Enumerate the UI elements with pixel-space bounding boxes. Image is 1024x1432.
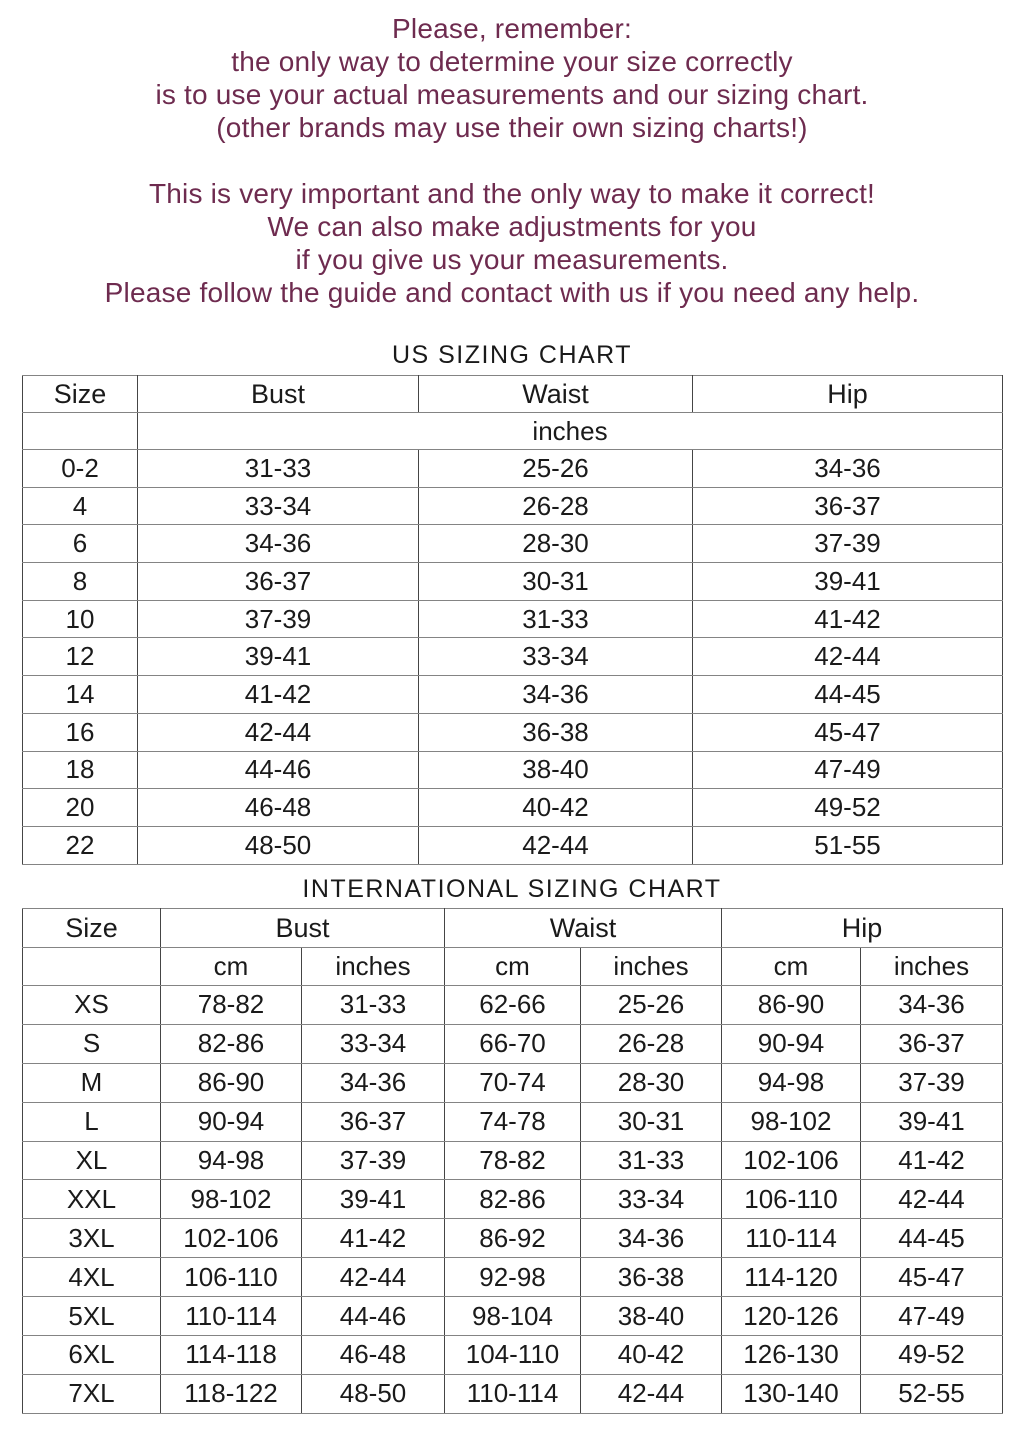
intro-line: is to use your actual measurements and our sizing chart. [155,79,869,110]
measurement-cell: 118-122 [161,1374,302,1413]
measurement-cell: 37-39 [693,525,1003,563]
table-row [23,986,1003,1025]
unit-label-bust-cm: cm [161,948,302,986]
measurement-cell: 31-33 [302,986,445,1025]
measurement-cell: 34-36 [138,525,419,563]
table-row [23,676,1003,714]
size-cell: L [23,1102,161,1141]
size-cell: 8 [23,563,138,601]
measurement-cell: 110-114 [445,1374,581,1413]
measurement-cell: 102-106 [161,1219,302,1258]
measurement-cell: 110-114 [722,1219,861,1258]
measurement-cell: 42-44 [419,826,693,864]
measurement-cell: 31-33 [138,450,419,488]
measurement-cell: 46-48 [138,789,419,827]
column-header-size: Size [23,909,161,948]
measurement-cell: 47-49 [693,751,1003,789]
measurement-cell: 74-78 [445,1102,581,1141]
unit-label-waist-inches: inches [581,948,722,986]
measurement-cell: 41-42 [138,676,419,714]
intro-line: (other brands may use their own sizing charts!) [216,112,808,143]
measurement-cell: 78-82 [445,1141,581,1180]
measurement-cell: 98-102 [161,1180,302,1219]
measurement-cell: 33-34 [581,1180,722,1219]
table-row [23,1180,1003,1219]
measurement-cell: 34-36 [861,986,1003,1025]
measurement-cell: 82-86 [161,1024,302,1063]
measurement-cell: 126-130 [722,1336,861,1375]
measurement-cell: 114-118 [161,1336,302,1375]
measurement-cell: 37-39 [138,600,419,638]
measurement-cell: 98-102 [722,1102,861,1141]
measurement-cell: 36-38 [581,1258,722,1297]
size-cell: 20 [23,789,138,827]
measurement-cell: 110-114 [161,1297,302,1336]
measurement-cell: 40-42 [419,789,693,827]
empty-cell [23,948,161,986]
table-row [23,450,1003,488]
measurement-cell: 48-50 [302,1374,445,1413]
measurement-cell: 86-90 [161,1063,302,1102]
column-header-waist: Waist [419,376,693,413]
measurement-cell: 90-94 [161,1102,302,1141]
intro-line: if you give us your measurements. [295,244,729,275]
measurement-cell: 42-44 [302,1258,445,1297]
measurement-cell: 49-52 [861,1336,1003,1375]
column-header-bust: Bust [161,909,445,948]
intl-chart-title: INTERNATIONAL SIZING CHART [302,875,722,903]
table-row [23,751,1003,789]
table-row [23,789,1003,827]
table-row [23,638,1003,676]
measurement-cell: 37-39 [861,1063,1003,1102]
measurement-cell: 42-44 [581,1374,722,1413]
size-cell: XS [23,986,161,1025]
measurement-cell: 41-42 [302,1219,445,1258]
unit-label: inches [138,413,1003,450]
measurement-cell: 49-52 [693,789,1003,827]
unit-label-hip-cm: cm [722,948,861,986]
measurement-cell: 44-46 [138,751,419,789]
measurement-cell: 25-26 [581,986,722,1025]
column-header-bust: Bust [138,376,419,413]
table-row [23,1258,1003,1297]
measurement-cell: 31-33 [419,600,693,638]
intro-line: This is very important and the only way to make it correct! [148,178,876,209]
measurement-cell: 36-37 [302,1102,445,1141]
intl-unit-row [23,948,1003,986]
measurement-cell: 34-36 [693,450,1003,488]
intro-note-secondary [0,177,1024,309]
size-cell: 6 [23,525,138,563]
measurement-cell: 36-37 [693,487,1003,525]
measurement-cell: 33-34 [138,487,419,525]
measurement-cell: 42-44 [693,638,1003,676]
measurement-cell: 38-40 [581,1297,722,1336]
measurement-cell: 86-90 [722,986,861,1025]
size-cell: XXL [23,1180,161,1219]
measurement-cell: 106-110 [722,1180,861,1219]
table-row [23,1297,1003,1336]
size-cell: 18 [23,751,138,789]
us-table-body [23,450,1003,865]
size-cell: 12 [23,638,138,676]
us-chart-title: US SIZING CHART [391,341,633,369]
measurement-cell: 46-48 [302,1336,445,1375]
measurement-cell: 34-36 [419,676,693,714]
intro-line: the only way to determine your size correctly [231,46,793,77]
unit-label-waist-cm: cm [445,948,581,986]
measurement-cell: 102-106 [722,1141,861,1180]
table-row [23,713,1003,751]
table-row [23,1336,1003,1375]
measurement-cell: 42-44 [861,1180,1003,1219]
measurement-cell: 45-47 [693,713,1003,751]
measurement-cell: 25-26 [419,450,693,488]
measurement-cell: 33-34 [302,1024,445,1063]
measurement-cell: 39-41 [302,1180,445,1219]
us-unit-row [23,413,1003,450]
measurement-cell: 40-42 [581,1336,722,1375]
measurement-cell: 78-82 [161,986,302,1025]
measurement-cell: 36-38 [419,713,693,751]
us-sizing-table [22,375,1003,865]
column-header-waist: Waist [445,909,722,948]
measurement-cell: 130-140 [722,1374,861,1413]
measurement-cell: 44-45 [693,676,1003,714]
international-sizing-table [22,908,1003,1414]
size-cell: 14 [23,676,138,714]
measurement-cell: 30-31 [581,1102,722,1141]
measurement-cell: 94-98 [722,1063,861,1102]
measurement-cell: 66-70 [445,1024,581,1063]
unit-label-hip-inches: inches [861,948,1003,986]
column-header-hip: Hip [722,909,1003,948]
measurement-cell: 98-104 [445,1297,581,1336]
measurement-cell: 30-31 [419,563,693,601]
measurement-cell: 44-46 [302,1297,445,1336]
table-row [23,1141,1003,1180]
measurement-cell: 41-42 [861,1141,1003,1180]
size-cell: 22 [23,826,138,864]
table-row [23,1219,1003,1258]
measurement-cell: 26-28 [419,487,693,525]
size-cell: 3XL [23,1219,161,1258]
size-cell: XL [23,1141,161,1180]
measurement-cell: 104-110 [445,1336,581,1375]
measurement-cell: 36-37 [138,563,419,601]
measurement-cell: 41-42 [693,600,1003,638]
measurement-cell: 39-41 [693,563,1003,601]
measurement-cell: 90-94 [722,1024,861,1063]
table-row [23,487,1003,525]
measurement-cell: 62-66 [445,986,581,1025]
measurement-cell: 70-74 [445,1063,581,1102]
measurement-cell: 36-37 [861,1024,1003,1063]
size-cell: S [23,1024,161,1063]
measurement-cell: 42-44 [138,713,419,751]
size-cell: 0-2 [23,450,138,488]
size-cell: 4XL [23,1258,161,1297]
measurement-cell: 38-40 [419,751,693,789]
measurement-cell: 114-120 [722,1258,861,1297]
measurement-cell: 34-36 [302,1063,445,1102]
measurement-cell: 34-36 [581,1219,722,1258]
table-row [23,1063,1003,1102]
intro-line: We can also make adjustments for you [267,211,757,242]
measurement-cell: 51-55 [693,826,1003,864]
intro-line: Please, remember: [392,13,632,44]
table-row [23,826,1003,864]
measurement-cell: 39-41 [861,1102,1003,1141]
size-cell: 5XL [23,1297,161,1336]
table-row [23,600,1003,638]
measurement-cell: 28-30 [419,525,693,563]
column-header-hip: Hip [693,376,1003,413]
measurement-cell: 45-47 [861,1258,1003,1297]
measurement-cell: 44-45 [861,1219,1003,1258]
intro-note [0,12,1024,144]
measurement-cell: 120-126 [722,1297,861,1336]
measurement-cell: 39-41 [138,638,419,676]
table-row [23,1102,1003,1141]
intro-line: Please follow the guide and contact with us if you need any help. [104,277,920,308]
table-row [23,1374,1003,1413]
measurement-cell: 37-39 [302,1141,445,1180]
measurement-cell: 92-98 [445,1258,581,1297]
size-cell: 6XL [23,1336,161,1375]
measurement-cell: 82-86 [445,1180,581,1219]
column-header-size: Size [23,376,138,413]
measurement-cell: 33-34 [419,638,693,676]
size-cell: 4 [23,487,138,525]
table-row [23,1024,1003,1063]
measurement-cell: 26-28 [581,1024,722,1063]
measurement-cell: 94-98 [161,1141,302,1180]
unit-label-bust-inches: inches [302,948,445,986]
intl-table-body [23,986,1003,1414]
measurement-cell: 28-30 [581,1063,722,1102]
measurement-cell: 31-33 [581,1141,722,1180]
measurement-cell: 48-50 [138,826,419,864]
measurement-cell: 47-49 [861,1297,1003,1336]
size-cell: 7XL [23,1374,161,1413]
measurement-cell: 106-110 [161,1258,302,1297]
measurement-cell: 52-55 [861,1374,1003,1413]
table-row [23,525,1003,563]
table-row [23,563,1003,601]
us-header-row [23,376,1003,413]
size-cell: 10 [23,600,138,638]
size-cell: 16 [23,713,138,751]
size-cell: M [23,1063,161,1102]
measurement-cell: 86-92 [445,1219,581,1258]
intl-header-row [23,909,1003,948]
empty-cell [23,413,138,450]
